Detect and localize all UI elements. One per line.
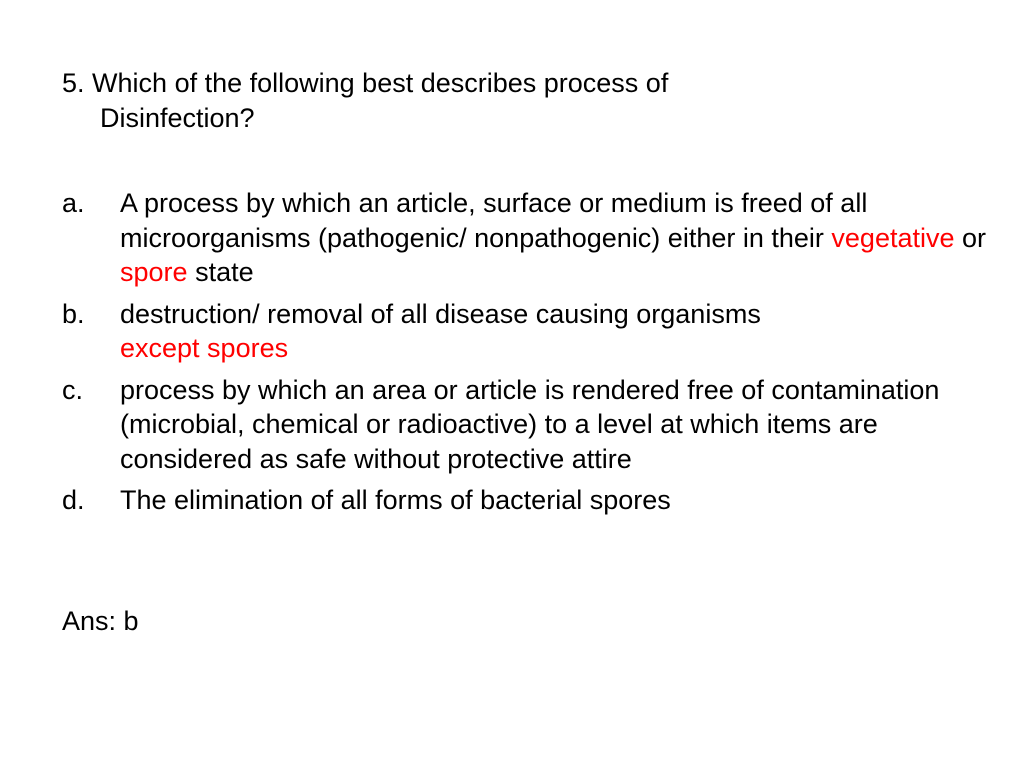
option-letter: d. [62, 485, 85, 515]
option-a [62, 186, 992, 290]
highlight-except-spores: except spores [120, 333, 289, 363]
option-b-text: destruction/ removal of all disease causing organisms [120, 298, 761, 329]
option-letter: a. [62, 188, 85, 218]
option-c-text: process by which an area or article is rendered free of contamination (microbial, chemical or radioactive) to a level at which items are considered as safe without protective attire [120, 374, 940, 474]
question-line-2: Disinfection? [100, 103, 255, 133]
option-b [62, 297, 992, 366]
option-a-text: A process by which an article, surface or medium is freed of all microorganisms (pathogenic/ nonpathogenic) either in their [120, 188, 868, 253]
answer-text: Ans: b [62, 606, 139, 636]
question-line-1: Which of the following best describes process of [92, 68, 669, 98]
option-d-text: The elimination of all forms of bacterial spores [120, 485, 671, 515]
option-a-text-or: or [962, 222, 987, 253]
option-letter: b. [62, 298, 85, 329]
option-letter: c. [62, 374, 84, 405]
option-d [62, 483, 992, 518]
question-number: 5. [62, 68, 85, 98]
option-c [62, 373, 992, 477]
highlight-vegetative: vegetative [831, 222, 955, 253]
question-text [62, 66, 962, 136]
option-a-text-state: state [195, 257, 254, 287]
highlight-spore: spore [120, 257, 188, 287]
answer-options-list [62, 186, 992, 525]
